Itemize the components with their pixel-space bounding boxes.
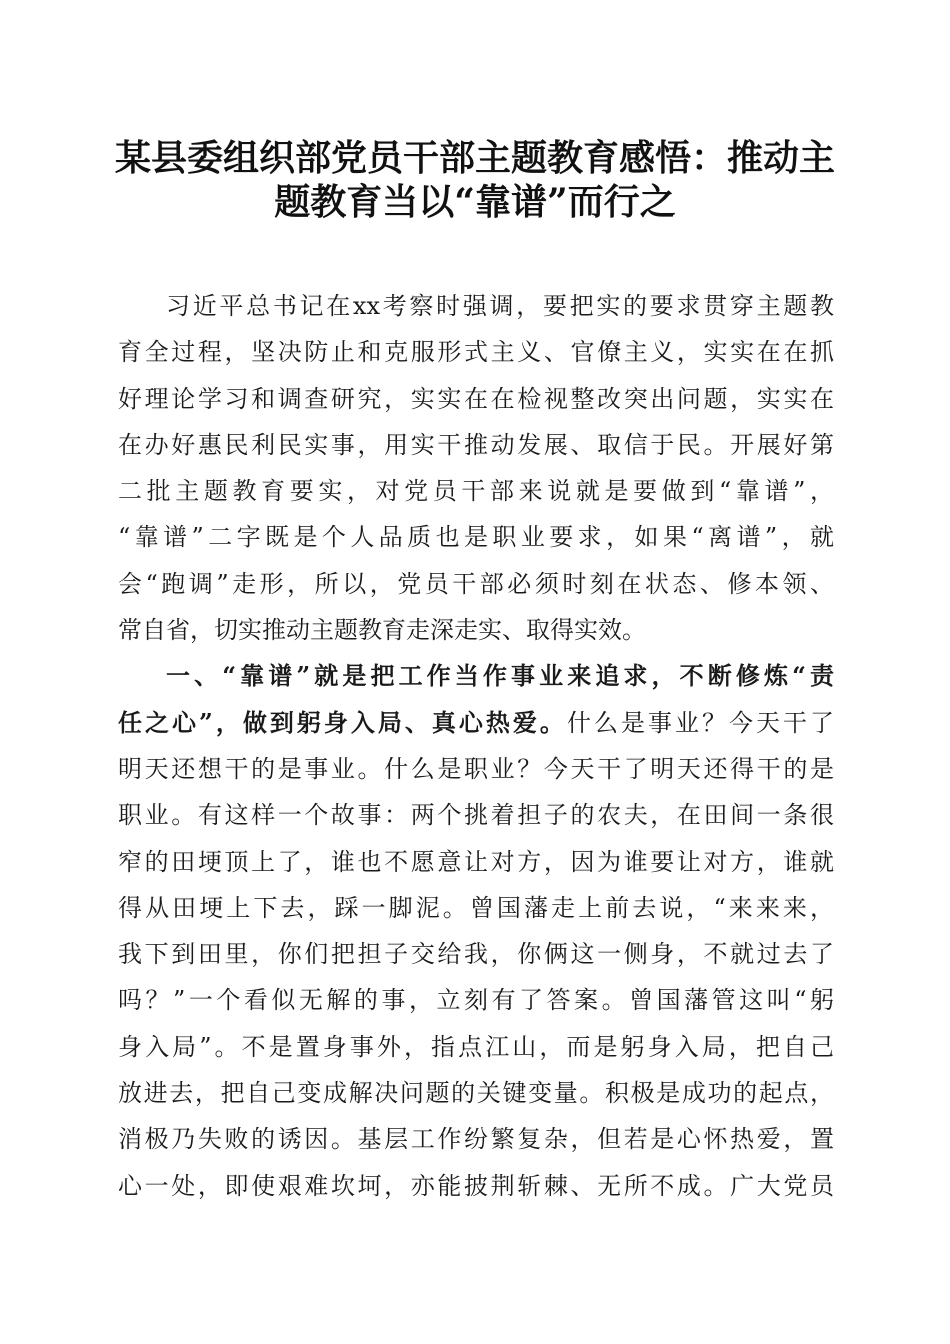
paragraph-1-line-4: 在办好惠民利民实事，用实干推动发展、取信于民。开展好第 xyxy=(118,430,834,459)
document-title xyxy=(112,136,838,224)
paragraph-2-line-2-rest: 什么是事业？今天干了 xyxy=(566,708,835,737)
paragraph-1-line-6: “靠谱”二字既是个人品质也是职业要求，如果“离谱”，就 xyxy=(118,523,834,552)
section-1-heading-line-1: 一、“靠谱”就是把工作当作事业来追求，不断修炼“责 xyxy=(166,661,834,691)
paragraph-2-line-4: 职业。有这样一个故事：两个挑着担子的农夫，在田间一条很 xyxy=(118,801,834,830)
paragraph-2-line-12: 心一处，即使艰难坎坷，亦能披荆斩棘、无所不成。广大党员 xyxy=(118,1171,834,1200)
paragraph-1-line-2: 育全过程，坚决防止和克服形式主义、官僚主义，实实在在抓 xyxy=(118,338,834,367)
paragraph-2-line-10: 放进去，把自己变成解决问题的关键变量。积极是成功的起点， xyxy=(118,1079,834,1108)
paragraph-1-line-8: 常自省，切实推动主题教育走深走实、取得实效。 xyxy=(118,616,646,645)
section-1-heading-line-2: 任之心”，做到躬身入局、真心热爱。 xyxy=(118,707,567,737)
paragraph-2-line-3: 明天还想干的是事业。什么是职业？今天干了明天还得干的是 xyxy=(118,754,834,783)
title-line-2: 题教育当以“靠谱”而行之 xyxy=(274,181,676,223)
paragraph-2-line-2 xyxy=(118,700,834,746)
paragraph-2-line-9: 身入局”。不是置身事外，指点江山，而是躬身入局，把自己 xyxy=(118,1032,834,1061)
paragraph-1-line-1: 习近平总书记在xx考察时强调，要把实的要求贯穿主题教 xyxy=(166,292,834,320)
document-body xyxy=(118,283,834,1209)
paragraph-1-line-5: 二批主题教育要实，对党员干部来说就是要做到“靠谱”， xyxy=(118,477,834,506)
title-line-1: 某县委组织部党员干部主题教育感悟：推动主 xyxy=(114,137,835,179)
paragraph-2-line-5: 窄的田埂顶上了，谁也不愿意让对方，因为谁要让对方，谁就 xyxy=(118,847,834,876)
paragraph-1-line-3: 好理论学习和调查研究，实实在在检视整改突出问题，实实在 xyxy=(118,384,834,413)
paragraph-1-line-7: 会“跑调”走形，所以，党员干部必须时刻在状态、修本领、 xyxy=(118,569,834,598)
paragraph-2-line-6: 得从田埂上下去，踩一脚泥。曾国藩走上前去说，“来来来， xyxy=(118,893,834,922)
paragraph-2-line-11: 消极乃失败的诱因。基层工作纷繁复杂，但若是心怀热爱，置 xyxy=(118,1125,834,1154)
paragraph-2-line-8: 吗？”一个看似无解的事，立刻有了答案。曾国藩管这叫“躬 xyxy=(118,986,834,1015)
paragraph-2-line-7: 我下到田里，你们把担子交给我，你俩这一侧身，不就过去了 xyxy=(118,940,834,969)
